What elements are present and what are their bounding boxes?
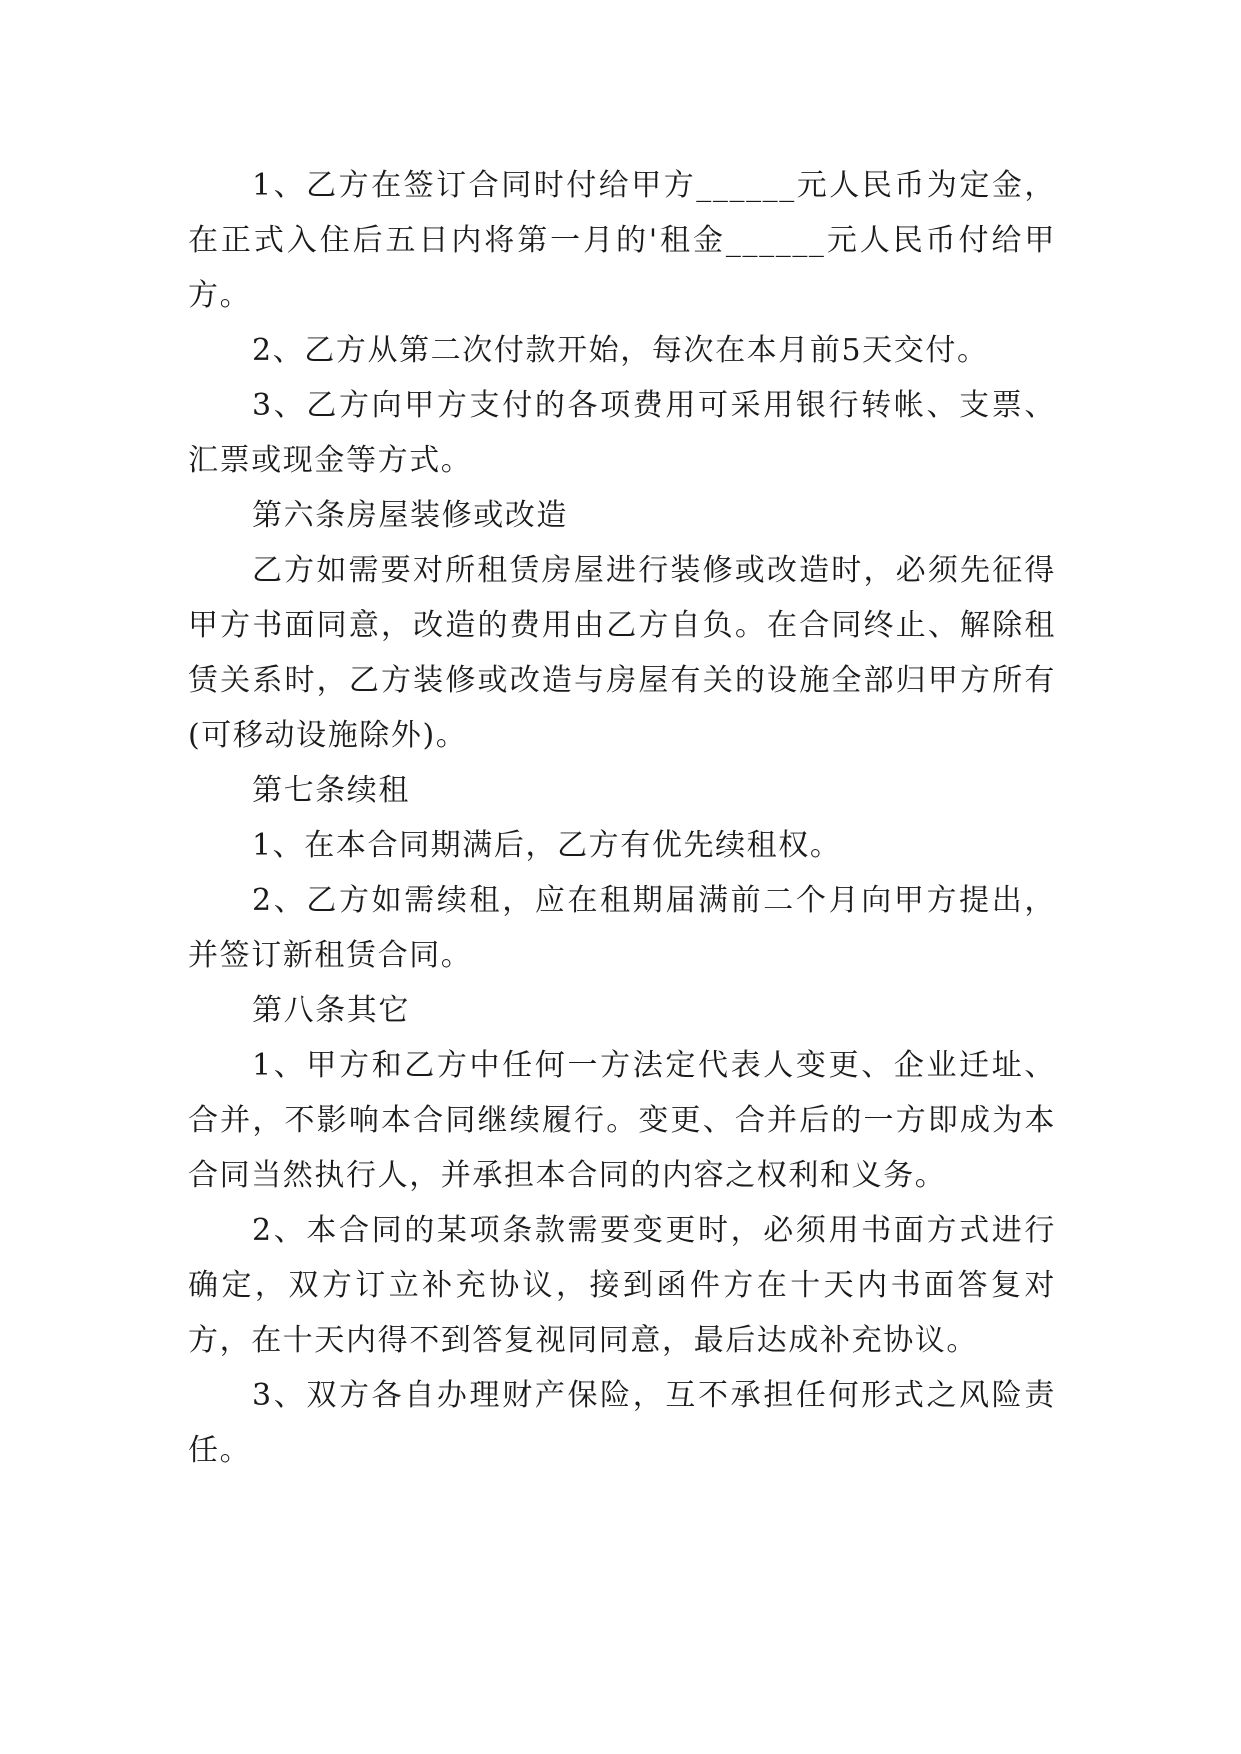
section-heading-renovation: 第六条房屋装修或改造 [252,498,568,533]
paragraph-renewal-notice: 2、乙方如需续租，应在租期届满前二个月向甲方提出，并签订新租赁合同。 [188,883,1056,973]
paragraph-other-changes: 1、甲方和乙方中任何一方法定代表人变更、企业迁址、合并，不影响本合同继续履行。变更、合并后的一方即成为本合同当然执行人，并承担本合同的内容之权利和义务。 [188,1048,1056,1193]
section-heading-renewal: 第七条续租 [252,773,410,808]
document-body [188,158,1056,1478]
paragraph-renewal-priority: 1、在本合同期满后，乙方有优先续租权。 [252,828,842,863]
paragraph-other-amendments: 2、本合同的某项条款需要变更时，必须用书面方式进行确定，双方订立补充协议，接到函件方在十天内书面答复对方，在十天内得不到答复视同同意，最后达成补充协议。 [188,1213,1056,1358]
paragraph-other-insurance: 3、双方各自办理财产保险，互不承担任何形式之风险责任。 [188,1378,1056,1468]
paragraph-payment-methods: 3、乙方向甲方支付的各项费用可采用银行转帐、支票、汇票或现金等方式。 [188,388,1056,478]
paragraph-renovation: 乙方如需要对所租赁房屋进行装修或改造时，必须先征得甲方书面同意，改造的费用由乙方自负。在合同终止、解除租赁关系时，乙方装修或改造与房屋有关的设施全部归甲方所有(可移动设施除外)。 [188,553,1056,753]
paragraph-payment-schedule: 2、乙方从第二次付款开始，每次在本月前5天交付。 [252,333,989,368]
section-heading-other: 第八条其它 [252,993,410,1028]
paragraph-payment-deposit: 1、乙方在签订合同时付给甲方______元人民币为定金，在正式入住后五日内将第一月的'租金______元人民币付给甲方。 [188,168,1056,313]
